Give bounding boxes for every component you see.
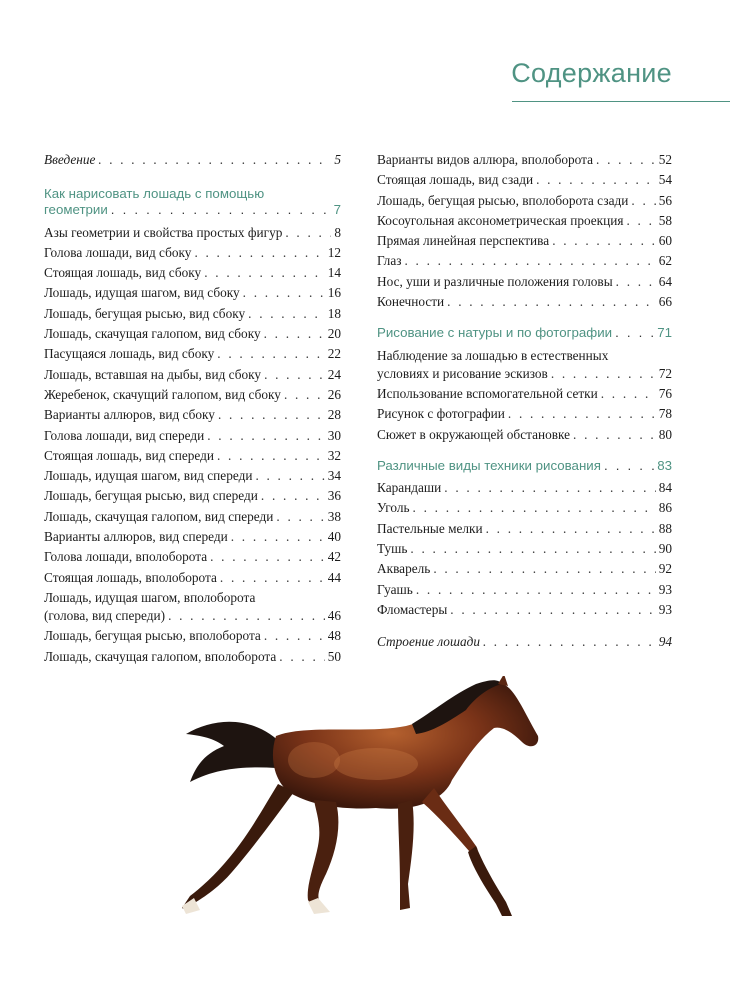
toc-page-number: 42 xyxy=(327,549,341,565)
dot-leader xyxy=(433,560,655,578)
toc-entry-title: Лошадь, скачущая галопом, вид спереди xyxy=(44,508,274,524)
dot-leader xyxy=(217,447,325,465)
dot-leader xyxy=(552,232,656,250)
dot-leader xyxy=(486,520,656,538)
dot-leader xyxy=(220,569,325,587)
toc-entry-title: Фломастеры xyxy=(377,601,448,617)
toc-entry[interactable] xyxy=(44,447,341,465)
toc-page-number: 16 xyxy=(327,285,341,301)
dot-leader xyxy=(616,273,656,291)
dot-leader xyxy=(604,458,654,474)
toc-entry[interactable] xyxy=(44,366,341,384)
toc-entry[interactable] xyxy=(377,212,672,230)
toc-page-number: 71 xyxy=(657,325,672,341)
toc-entry[interactable] xyxy=(377,405,672,423)
toc-entry-title: Лошадь, бегущая рысью, вид сбоку xyxy=(44,305,246,321)
toc-page-number: 40 xyxy=(327,529,341,545)
toc-entry[interactable] xyxy=(44,467,341,485)
dot-leader xyxy=(276,508,324,526)
section-spacer xyxy=(377,446,672,458)
toc-entry[interactable] xyxy=(44,406,341,424)
toc-entry[interactable] xyxy=(44,305,341,323)
dot-leader xyxy=(615,325,654,341)
toc-page-number: 64 xyxy=(658,273,672,289)
dot-leader xyxy=(111,202,331,218)
toc-page-number: 72 xyxy=(658,365,672,381)
toc-entry-title: Пастельные мелки xyxy=(377,520,483,536)
toc-entry[interactable] xyxy=(377,252,672,270)
toc-page-number: 52 xyxy=(658,152,672,167)
dot-leader xyxy=(194,244,324,262)
toc-entry-title: Рисование с натуры и по фотографии xyxy=(377,325,613,341)
toc-entry-title: Введение xyxy=(44,152,96,167)
toc-entry-title-line: Как нарисовать лошадь с помощью xyxy=(44,186,265,202)
toc-entry-title: Лошадь, бегущая рысью, вполоборота сзади xyxy=(377,192,629,208)
toc-entry-title: Тушь xyxy=(377,541,408,557)
toc-entry-title-line: Наблюдение за лошадью в естественных xyxy=(377,347,609,363)
toc-entry-title: Пасущаяся лошадь, вид сбоку xyxy=(44,346,215,362)
toc-page-number: 38 xyxy=(327,508,341,524)
toc-entry[interactable] xyxy=(44,589,341,625)
toc-entry[interactable] xyxy=(377,232,672,250)
toc-entry[interactable] xyxy=(44,386,341,404)
dot-leader xyxy=(264,366,325,384)
toc-entry[interactable] xyxy=(377,499,672,517)
dot-leader xyxy=(601,385,656,403)
toc-page-number: 14 xyxy=(327,265,341,281)
dot-leader xyxy=(536,171,656,189)
toc-entry[interactable] xyxy=(44,244,341,262)
toc-entry[interactable] xyxy=(44,528,341,546)
toc-entry-title: Карандаши xyxy=(377,480,442,496)
toc-entry-title: Варианты аллюров, вид сбоку xyxy=(44,407,215,423)
dot-leader xyxy=(284,386,325,404)
title-underline xyxy=(512,101,730,102)
section-spacer xyxy=(377,621,672,633)
dot-leader xyxy=(264,627,325,645)
toc-entry[interactable] xyxy=(377,581,672,599)
dot-leader xyxy=(207,427,324,445)
dot-leader xyxy=(210,548,325,566)
dot-leader xyxy=(444,479,655,497)
toc-entry[interactable] xyxy=(44,224,341,242)
toc-entry-title: Варианты аллюров, вид спереди xyxy=(44,529,228,545)
toc-entry-title: Различные виды техники рисования xyxy=(377,457,601,473)
toc-entry-title: Жеребенок, скачущий галопом, вид сбоку xyxy=(44,386,281,402)
toc-entry[interactable] xyxy=(44,627,341,645)
toc-page-number: 18 xyxy=(327,305,341,321)
dot-leader xyxy=(218,406,325,424)
dot-leader xyxy=(279,648,324,666)
toc-page-number: 44 xyxy=(327,569,341,585)
toc-page-number: 26 xyxy=(327,386,341,402)
dot-leader xyxy=(573,426,656,444)
toc-entry[interactable] xyxy=(377,520,672,538)
toc-page-number: 28 xyxy=(327,407,341,423)
toc-page-number: 60 xyxy=(658,233,672,249)
toc-page-number: 50 xyxy=(327,648,341,664)
toc-entry-title: Конечности xyxy=(377,294,445,310)
toc-page-number: 58 xyxy=(658,212,672,228)
toc-page-number: 36 xyxy=(327,488,341,504)
section-spacer xyxy=(377,313,672,325)
dot-leader xyxy=(248,305,325,323)
toc-entry[interactable] xyxy=(377,479,672,497)
toc-entry[interactable] xyxy=(377,560,672,578)
toc-entry-title: Лошадь, идущая шагом, вид спереди xyxy=(44,468,253,484)
toc-left-column xyxy=(44,151,341,668)
toc-entry[interactable] xyxy=(44,151,341,169)
toc-entry-title: Рисунок с фотографии xyxy=(377,406,505,422)
toc-page-number: 5 xyxy=(334,152,341,167)
toc-page-number: 30 xyxy=(327,427,341,443)
toc-entry[interactable] xyxy=(44,427,341,445)
toc-entry-title: (голова, вид спереди) xyxy=(44,607,166,623)
toc-entry[interactable] xyxy=(377,601,672,619)
toc-page-number: 20 xyxy=(327,326,341,342)
page-title: Содержание xyxy=(511,58,672,88)
toc-entry-title: Стоящая лошадь, вполоборота xyxy=(44,569,217,585)
toc-entry[interactable] xyxy=(377,540,672,558)
toc-entry-title: Уголь xyxy=(377,500,410,516)
toc-entry-title-line: Лошадь, идущая шагом, вполоборота xyxy=(44,589,256,605)
toc-page-number: 86 xyxy=(658,500,672,516)
dot-leader xyxy=(204,264,324,282)
toc-entry-title: Косоугольная аксонометрическая проекция xyxy=(377,212,624,228)
toc-entry[interactable] xyxy=(44,569,341,587)
toc-entry-title: Стоящая лошадь, вид спереди xyxy=(44,447,214,463)
toc-entry-title: Прямая линейная перспектива xyxy=(377,233,550,249)
section-spacer xyxy=(44,174,341,186)
dot-leader xyxy=(551,365,656,383)
toc-page-number: 88 xyxy=(658,520,672,536)
toc-entry-title: Лошадь, идущая шагом, вид сбоку xyxy=(44,285,240,301)
toc-entry[interactable] xyxy=(377,293,672,311)
toc-entry-title: Использование вспомогательной сетки xyxy=(377,385,598,401)
toc-page-number: 48 xyxy=(327,628,341,644)
toc-page-number: 32 xyxy=(327,447,341,463)
trotting-horse-illustration xyxy=(176,676,548,932)
toc-page-number: 93 xyxy=(658,601,672,617)
toc-entry-title: Голова лошади, вполоборота xyxy=(44,549,208,565)
toc-entry[interactable] xyxy=(377,192,672,210)
toc-entry-title: Гуашь xyxy=(377,581,413,597)
toc-entry-title: Лошадь, бегущая рысью, вполоборота xyxy=(44,628,261,644)
toc-entry-title: Варианты видов аллюра, вполоборота xyxy=(377,152,594,167)
toc-page-number: 56 xyxy=(658,192,672,208)
dot-leader xyxy=(264,325,325,343)
toc-page-number: 76 xyxy=(658,385,672,401)
toc-entry[interactable] xyxy=(44,548,341,566)
toc-entry[interactable] xyxy=(44,284,341,302)
dot-leader xyxy=(413,499,656,517)
toc-entry-title: Азы геометрии и свойства простых фигур xyxy=(44,224,283,240)
toc-page-number: 24 xyxy=(327,366,341,382)
toc-entry-title: Голова лошади, вид спереди xyxy=(44,427,205,443)
toc-page-number: 34 xyxy=(327,468,341,484)
toc-entry[interactable] xyxy=(44,487,341,505)
dot-leader xyxy=(404,252,655,270)
toc-entry-title: Глаз xyxy=(377,253,402,269)
toc-entry-title: Акварель xyxy=(377,561,431,577)
dot-leader xyxy=(217,345,324,363)
dot-leader xyxy=(261,487,325,505)
toc-entry[interactable] xyxy=(377,633,672,651)
dot-leader xyxy=(168,607,325,625)
toc-page-number: 90 xyxy=(658,541,672,557)
toc-section-heading[interactable] xyxy=(377,458,672,474)
toc-page-number: 62 xyxy=(658,253,672,269)
dot-leader xyxy=(285,224,331,242)
toc-entry[interactable] xyxy=(377,385,672,403)
dot-leader xyxy=(231,528,325,546)
toc-page-number: 84 xyxy=(658,480,672,496)
toc-page-number: 46 xyxy=(327,607,341,623)
toc-entry[interactable] xyxy=(44,508,341,526)
toc-entry[interactable] xyxy=(377,347,672,383)
toc-entry[interactable] xyxy=(44,648,341,666)
toc-page-number: 22 xyxy=(327,346,341,362)
toc-page-number: 7 xyxy=(333,202,341,218)
toc-entry-title: Стоящая лошадь, вид сбоку xyxy=(44,265,202,281)
dot-leader xyxy=(627,212,656,230)
toc-page-number: 12 xyxy=(327,244,341,260)
toc-right-column xyxy=(377,151,672,654)
toc-entry-title: Стоящая лошадь, вид сзади xyxy=(377,172,534,188)
toc-page-number: 54 xyxy=(658,172,672,188)
dot-leader xyxy=(255,467,324,485)
toc-entry-title: Строение лошади xyxy=(377,634,480,650)
dot-leader xyxy=(450,601,655,619)
toc-page-number: 66 xyxy=(658,294,672,310)
toc-entry-title: Нос, уши и различные положения головы xyxy=(377,273,613,289)
dot-leader xyxy=(631,192,655,210)
dot-leader xyxy=(508,405,656,423)
toc-section-heading[interactable] xyxy=(377,325,672,341)
toc-entry-title: Лошадь, скачущая галопом, вполоборота xyxy=(44,648,277,664)
toc-entry[interactable] xyxy=(377,171,672,189)
dot-leader xyxy=(410,540,655,558)
toc-page-number: 92 xyxy=(658,561,672,577)
toc-entry[interactable] xyxy=(377,273,672,291)
toc-entry-title: Сюжет в окружающей обстановке xyxy=(377,426,571,442)
toc-entry[interactable] xyxy=(44,345,341,363)
toc-entry[interactable] xyxy=(377,426,672,444)
dot-leader xyxy=(447,293,656,311)
toc-section-heading[interactable] xyxy=(44,186,341,218)
toc-entry[interactable] xyxy=(44,325,341,343)
dot-leader xyxy=(243,284,325,302)
toc-page-number: 8 xyxy=(334,224,341,240)
dot-leader xyxy=(483,633,656,651)
toc-page-number: 94 xyxy=(658,634,672,650)
toc-entry-title: Голова лошади, вид сбоку xyxy=(44,244,192,260)
toc-entry-title: Лошадь, скачущая галопом, вид сбоку xyxy=(44,326,261,342)
dot-leader xyxy=(98,151,331,169)
toc-page-number: 93 xyxy=(658,581,672,597)
toc-entry-title: геометрии xyxy=(44,202,108,218)
toc-entry-title: Лошадь, вставшая на дыбы, вид сбоку xyxy=(44,366,262,382)
dot-leader xyxy=(416,581,656,599)
dot-leader xyxy=(596,151,656,169)
toc-entry[interactable] xyxy=(44,264,341,282)
toc-page-number: 78 xyxy=(658,406,672,422)
toc-page-number: 83 xyxy=(657,457,672,473)
toc-entry-title: условиях и рисование эскизов xyxy=(377,365,548,381)
toc-page-number: 80 xyxy=(658,426,672,442)
toc-entry-title: Лошадь, бегущая рысью, вид спереди xyxy=(44,488,258,504)
toc-entry[interactable] xyxy=(377,151,672,169)
